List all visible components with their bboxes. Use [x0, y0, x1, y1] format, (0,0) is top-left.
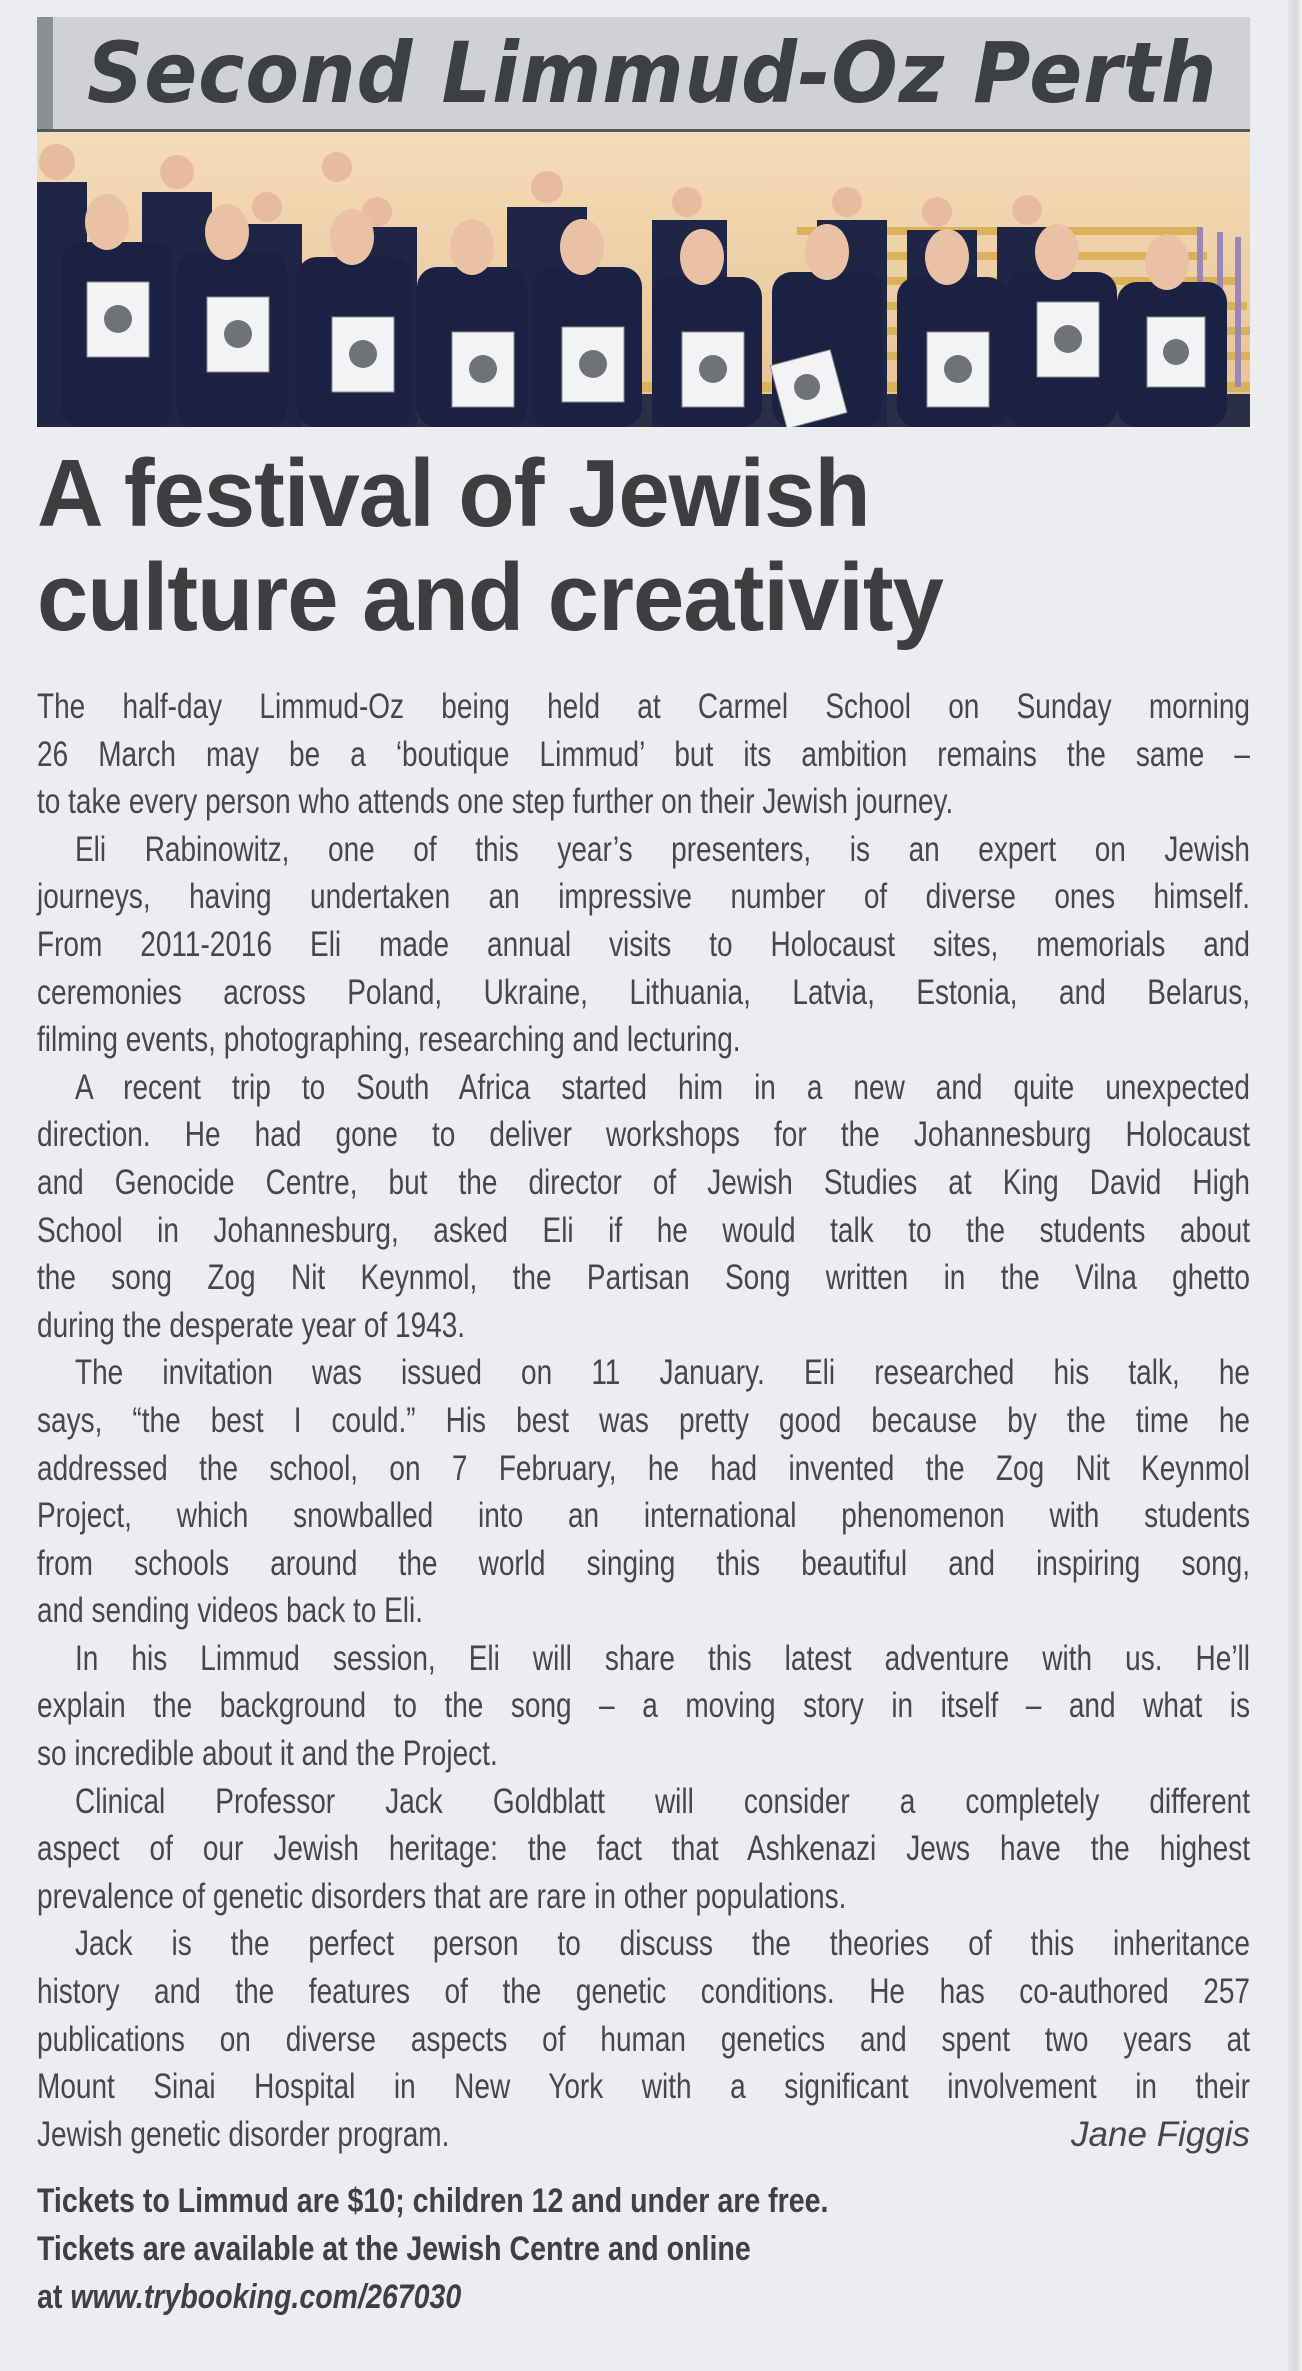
body-line-text: Jack is the perfect person to discuss the theories of this inheritance [75, 1924, 1250, 1964]
body-line [37, 1730, 1250, 1778]
section-title-bar [37, 17, 1250, 132]
body-line [37, 1778, 1250, 1826]
body-line [37, 1682, 1250, 1730]
body-line [37, 1159, 1250, 1207]
body-line-text: Eli Rabinowitz, one of this year’s presenters, is an expert on Jewish [75, 829, 1250, 869]
body-line-text: A recent trip to South Africa started him in a new and quite unexpected [75, 1067, 1250, 1107]
author-byline: Jane Figgis [1071, 2114, 1250, 2154]
body-line-text: Project, which snowballed into an international phenomenon with students [37, 1496, 1250, 1536]
body-line [37, 683, 1250, 731]
body-line [37, 921, 1250, 969]
body-line [37, 1064, 1250, 1112]
body-line-text: says, “the best I could.” His best was pretty good because by the time he [37, 1400, 1250, 1440]
body-line [37, 1016, 1250, 1064]
headline-line-2: culture and creativity [37, 544, 943, 651]
choir-photo [37, 132, 1250, 427]
tickets-price-text: Tickets to Limmud are $10; children 12 and under are free. [37, 2182, 829, 2220]
body-line-text: From 2011-2016 Eli made annual visits to Holocaust sites, memorials and [37, 924, 1250, 964]
body-line-text: Clinical Professor Jack Goldblatt will consider a completely different [75, 1781, 1250, 1821]
body-line [37, 731, 1250, 779]
body-line-text: In his Limmud session, Eli will share this latest adventure with us. He’ll [75, 1638, 1250, 1678]
body-line [37, 826, 1250, 874]
body-line-text: history and the features of the genetic conditions. He has co-authored 257 [37, 1972, 1250, 2012]
tickets-info [37, 2177, 1250, 2321]
body-line [37, 1445, 1250, 1493]
body-line-text: the song Zog Nit Keynmol, the Partisan Song written in the Vilna ghetto [37, 1258, 1250, 1298]
body-line-text: addressed the school, on 7 February, he had invented the Zog Nit Keynmol [37, 1448, 1250, 1488]
body-line [37, 1492, 1250, 1540]
article-body [37, 683, 1250, 2158]
body-line-text: Mount Sinai Hospital in New York with a significant involvement in their [37, 2067, 1250, 2107]
body-line [37, 1111, 1250, 1159]
body-line [37, 1254, 1250, 1302]
body-line-text: publications on diverse aspects of human genetics and spent two years at [37, 2019, 1250, 2059]
body-line-text: and Genocide Centre, but the director of Jewish Studies at King David High [37, 1162, 1250, 1202]
body-line-text: explain the background to the song – a moving story in itself – and what is [37, 1686, 1250, 1726]
headline [37, 442, 1250, 650]
body-line [37, 2111, 1250, 2159]
body-line [37, 1540, 1250, 1588]
body-line [37, 1873, 1250, 1921]
body-line-text: so incredible about it and the Project. [37, 1734, 498, 1774]
tickets-line-price [37, 2177, 1250, 2225]
body-line [37, 1587, 1250, 1635]
body-line [37, 2016, 1250, 2064]
body-line-text: during the desperate year of 1943. [37, 1305, 466, 1345]
body-line [37, 1302, 1250, 1350]
headline-line-1: A festival of Jewish [37, 440, 870, 547]
body-line [37, 1349, 1250, 1397]
body-line [37, 778, 1250, 826]
body-line [37, 1968, 1250, 2016]
body-line-text: prevalence of genetic disorders that are rare in other populations. [37, 1876, 847, 1916]
tickets-line-availability [37, 2225, 1250, 2273]
tickets-line-url [37, 2273, 1250, 2321]
body-line-text: The invitation was issued on 11 January. Eli researched his talk, he [75, 1353, 1250, 1393]
booking-link[interactable]: www.trybooking.com/267030 [70, 2278, 462, 2316]
body-line [37, 969, 1250, 1017]
body-line [37, 1825, 1250, 1873]
body-line-text: The half-day Limmud-Oz being held at Carmel School on Sunday morning [37, 687, 1250, 726]
body-line [37, 2063, 1250, 2111]
body-line-text: Jewish genetic disorder program. [37, 2114, 450, 2154]
body-line-text: aspect of our Jewish heritage: the fact that Ashkenazi Jews have the highest [37, 1829, 1250, 1869]
body-line-text: ceremonies across Poland, Ukraine, Lithuania, Latvia, Estonia, and Belarus, [37, 972, 1250, 1012]
body-line [37, 1207, 1250, 1255]
body-line-text: from schools around the world singing this beautiful and inspiring song, [37, 1543, 1250, 1583]
title-accent-bar [37, 17, 53, 129]
body-line-text: and sending videos back to Eli. [37, 1591, 424, 1631]
body-line [37, 1397, 1250, 1445]
page-edge [1288, 0, 1302, 2371]
body-line [37, 1920, 1250, 1968]
body-line-text: School in Johannesburg, asked Eli if he would talk to the students about [37, 1210, 1250, 1250]
tickets-url-prefix: at [37, 2278, 71, 2316]
body-line [37, 1635, 1250, 1683]
body-line [37, 873, 1250, 921]
body-line-text: direction. He had gone to deliver workshops for the Johannesburg Holocaust [37, 1115, 1250, 1155]
body-line-text: journeys, having undertaken an impressive number of diverse ones himself. [37, 877, 1250, 917]
body-line-text: 26 March may be a ‘boutique Limmud’ but its ambition remains the same – [37, 734, 1250, 774]
tickets-availability-text: Tickets are available at the Jewish Centre and online [37, 2230, 751, 2268]
body-line-text: to take every person who attends one step further on their Jewish journey. [37, 782, 954, 822]
body-line-text: filming events, photographing, researching and lecturing. [37, 1020, 741, 1060]
section-title: Second Limmud-Oz Perth [87, 24, 1218, 122]
